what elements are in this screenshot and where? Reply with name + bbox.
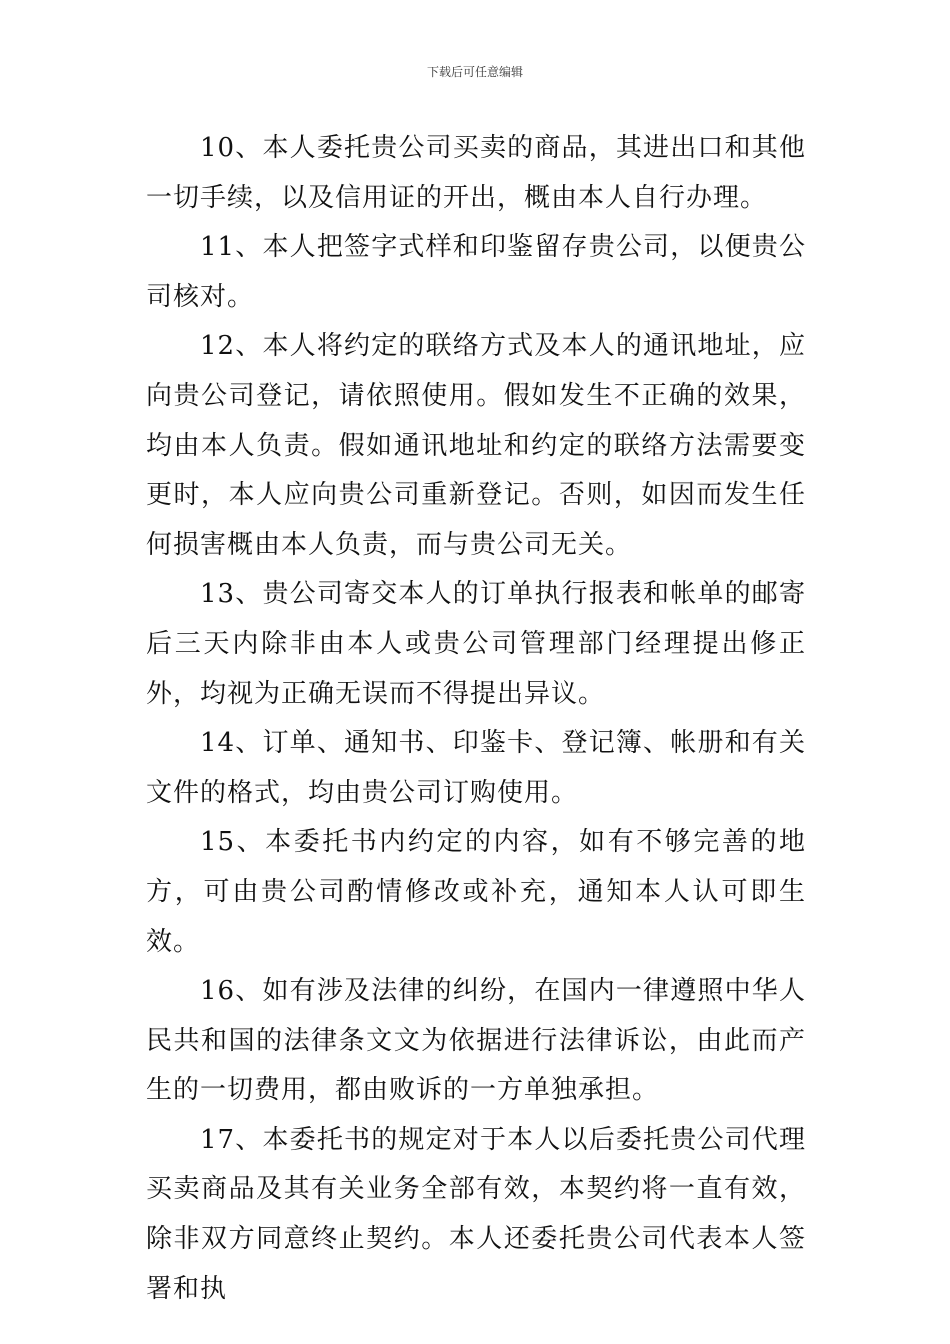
clause-12: 12、本人将约定的联络方式及本人的通讯地址，应向贵公司登记，请依照使用。假如发生不正确的效果，均由本人负责。假如通讯地址和约定的联络方法需要变更时，本人应向贵公司重新登记。否则，如因而发生任何损害概由本人负责，而与贵公司无关。 bbox=[146, 331, 806, 560]
clause-10: 10、本人委托贵公司买卖的商品，其进出口和其他一切手续，以及信用证的开出，概由本人自行办理。 bbox=[146, 133, 806, 213]
document-body bbox=[146, 124, 806, 1314]
clause-11: 11、本人把签字式样和印鉴留存贵公司，以便贵公司核对。 bbox=[146, 232, 806, 312]
clause-14: 14、订单、通知书、印鉴卡、登记簿、帐册和有关文件的格式，均由贵公司订购使用。 bbox=[146, 728, 806, 808]
clause-13: 13、贵公司寄交本人的订单执行报表和帐单的邮寄后三天内除非由本人或贵公司管理部门经理提出修正外，均视为正确无误而不得提出异议。 bbox=[146, 579, 806, 709]
clause-17: 17、本委托书的规定对于本人以后委托贵公司代理买卖商品及其有关业务全部有效，本契约将一直有效，除非双方同意终止契约。本人还委托贵公司代表本人签署和执 bbox=[146, 1124, 806, 1304]
page-header: 下载后可任意编辑 bbox=[426, 65, 523, 79]
clause-15: 15、本委托书内约定的内容，如有不够完善的地方，可由贵公司酌情修改或补充，通知本人认可即生效。 bbox=[146, 827, 806, 957]
clause-16: 16、如有涉及法律的纠纷，在国内一律遵照中华人民共和国的法律条文文为依据进行法律诉讼，由此而产生的一切费用，都由败诉的一方单独承担。 bbox=[146, 976, 806, 1106]
